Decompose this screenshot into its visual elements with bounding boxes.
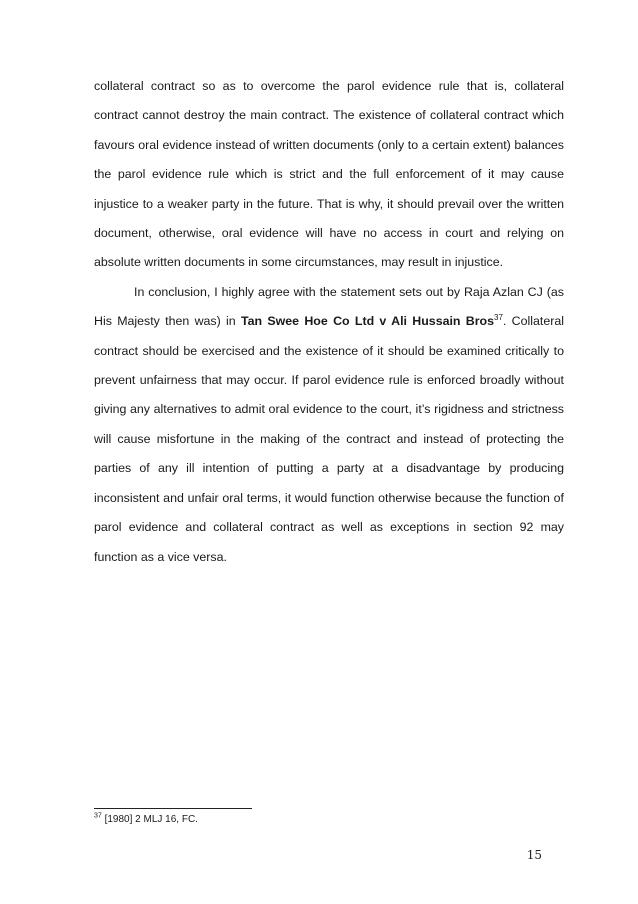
body-text	[94, 72, 564, 572]
paragraph-1: collateral contract so as to overcome the parol evidence rule that is, collateral contract cannot destroy the main contract. The existence of collateral contract which favours oral evidence instead of written documents (only to a certain extent) balances the parol evidence rule which is strict and the full enforcement of it may cause injustice to a weaker party in the future. That is why, it should prevail over the written document, otherwise, oral evidence will have no access in court and relying on absolute written documents in some circumstances, may result in injustice.	[94, 79, 564, 270]
footnote	[94, 814, 198, 825]
case-citation: Tan Swee Hoe Co Ltd v Ali Hussain Bros	[240, 314, 495, 329]
footnote-divider	[94, 808, 252, 809]
page-number: 15	[526, 848, 542, 862]
footnote-number: 37	[94, 812, 102, 820]
footnote-reference: 37	[494, 313, 503, 323]
paragraph-2-intro: In conclusion, I highly agree with the statement sets out by Raja Azlan CJ (as His Majesty then was) in	[94, 284, 564, 329]
paragraph-2	[94, 278, 564, 572]
paragraph-2-rest: . Collateral contract should be exercised and the existence of it should be examined critically to prevent unfairness that may occur. If parol evidence rule is enforced broadly without giving any alternatives to admit oral evidence to the court, it’s rigidness and strictness will cause misfortune in the making of the contract and instead of protecting the parties of any ill intention of putting a party at a disadvantage by producing inconsistent and unfair oral terms, it would function otherwise because the function of parol evidence and collateral contract as well as exceptions in section 92 may function as a vice versa.	[94, 314, 564, 564]
footnote-text: [1980] 2 MLJ 16, FC.	[101, 814, 198, 825]
